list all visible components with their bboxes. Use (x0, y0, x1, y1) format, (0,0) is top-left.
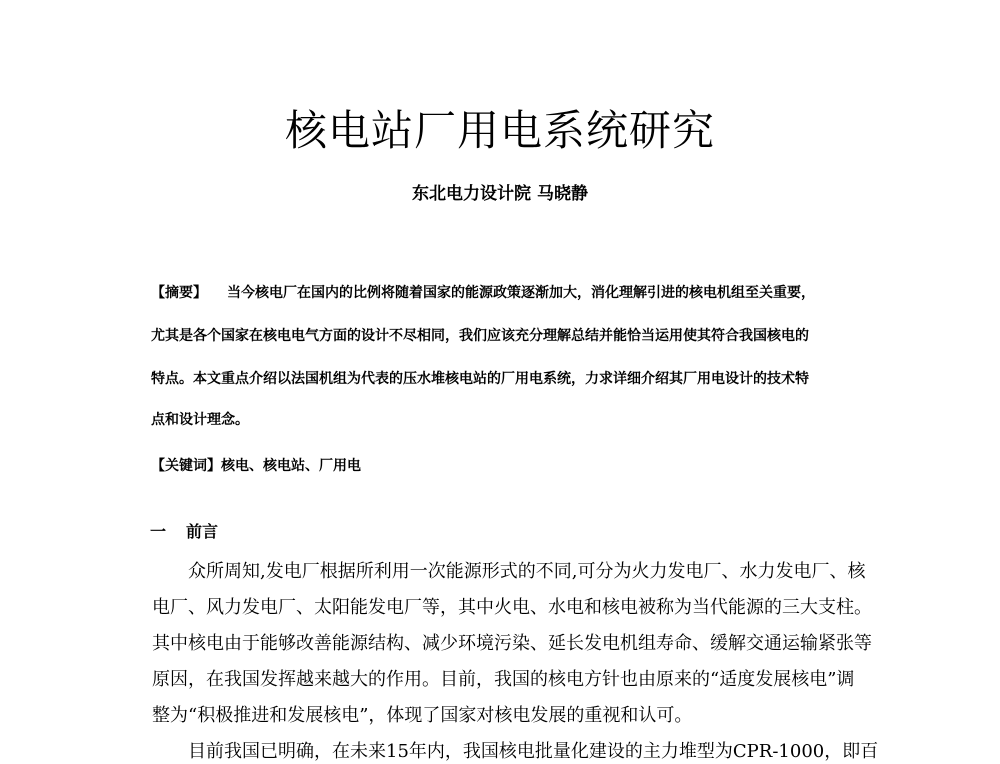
keywords-tag: 【关键词】 (151, 458, 221, 474)
paper-title: 核电站厂用电系统研究 (284, 106, 715, 155)
body-line-1: 众所周知,发电厂根据所利用一次能源形式的不同,可分为火力发电厂、水力发电厂、核 (188, 561, 866, 582)
abstract-tag: 【摘要】 (151, 285, 207, 301)
keywords-text: 核电、核电站、厂用电 (221, 458, 361, 474)
author-line: 东北电力设计院 马晓静 (412, 184, 588, 204)
abstract-text: 当今核电厂在国内的比例将随着国家的能源政策逐渐加大，消化理解引进的核电机组至关重要， (227, 285, 815, 301)
body-line-3: 其中核电由于能够改善能源结构、减少环境污染、延长发电机组寿命、缓解交通运输紧张等 (152, 633, 872, 654)
body-line-2: 电厂、风力发电厂、太阳能发电厂等，其中火电、水电和核电被称为当代能源的三大支柱。 (152, 597, 872, 618)
section-number: 一 (150, 522, 167, 541)
body-line-6: 目前我国已明确，在未来15年内，我国核电批量化建设的主力堆型为CPR-1000，即百 (188, 741, 879, 762)
section-heading (150, 520, 218, 544)
body-line-4: 原因，在我国发挥越来越大的作用。目前，我国的核电方针也由原来的“适度发展核电”调 (152, 669, 855, 690)
keywords-line (151, 456, 361, 476)
body-line-5: 整为“积极推进和发展核电”，体现了国家对核电发展的重视和认可。 (152, 705, 693, 726)
abstract-line-1 (151, 283, 815, 303)
abstract-line-2: 尤其是各个国家在核电电气方面的设计不尽相同，我们应该充分理解总结并能恰当运用使其符合我国核电的 (151, 328, 809, 344)
section-title: 前言 (186, 522, 219, 541)
abstract-line-4: 点和设计理念。 (151, 412, 249, 428)
abstract-line-3: 特点。本文重点介绍以法国机组为代表的压水堆核电站的厂用电系统，力求详细介绍其厂用电设计的技术特 (151, 371, 809, 387)
